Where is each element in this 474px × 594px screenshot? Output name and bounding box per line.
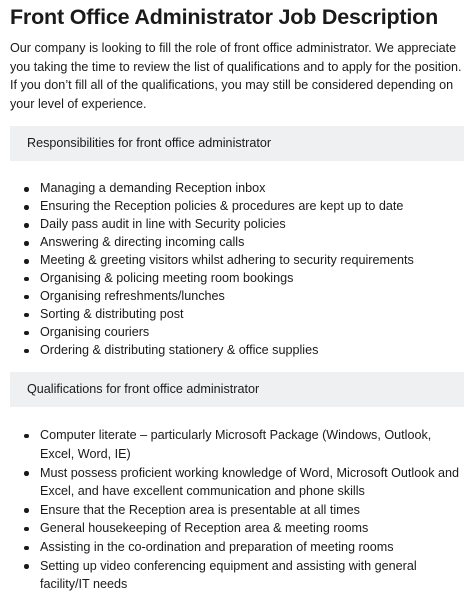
list-item xyxy=(10,501,464,520)
bullet-icon xyxy=(24,187,29,192)
list-item xyxy=(10,288,464,306)
bullet-icon xyxy=(24,223,29,228)
list-item-text: Organising refreshments/lunches xyxy=(40,288,225,303)
list-item-text: Daily pass audit in line with Security policies xyxy=(40,217,286,232)
list-item xyxy=(10,557,464,594)
responsibilities-heading: Responsibilities for front office administrator xyxy=(10,126,464,161)
bullet-icon xyxy=(24,205,29,210)
list-item xyxy=(10,234,464,252)
list-item xyxy=(10,216,464,234)
list-item xyxy=(10,324,464,342)
list-item xyxy=(10,519,464,538)
list-item xyxy=(10,342,464,360)
bullet-icon xyxy=(24,241,29,246)
page-title: Front Office Administrator Job Description xyxy=(10,5,439,29)
bullet-icon xyxy=(24,527,29,532)
bullet-icon xyxy=(24,295,29,300)
list-item-text: Ensure that the Reception area is presentable at all times xyxy=(40,502,360,517)
list-item-text: Assisting in the co-ordination and preparation of meeting rooms xyxy=(40,540,394,554)
list-item-text: General housekeeping of Reception area & meeting rooms xyxy=(40,521,369,536)
list-item-text: Meeting & greeting visitors whilst adhering to security requirements xyxy=(40,253,414,267)
list-item-text: Organising & policing meeting room bookings xyxy=(40,270,294,285)
responsibilities-list xyxy=(10,180,464,359)
list-item-text: Ordering & distributing stationery & office supplies xyxy=(40,342,319,357)
bullet-icon xyxy=(24,277,29,282)
list-item xyxy=(10,426,464,463)
bullet-icon xyxy=(24,349,29,354)
bullet-icon xyxy=(24,259,29,264)
list-item-text: Answering & directing incoming calls xyxy=(40,235,245,250)
list-item xyxy=(10,270,464,288)
list-item xyxy=(10,538,464,557)
qualifications-heading: Qualifications for front office administrator xyxy=(10,372,464,407)
list-item-text: Managing a demanding Reception inbox xyxy=(40,181,266,196)
list-item-text: Organising couriers xyxy=(40,324,150,339)
list-item-text: Ensuring the Reception policies & procedures are kept up to date xyxy=(40,199,404,214)
list-item xyxy=(10,180,464,198)
intro-paragraph: Our company is looking to fill the role of front office administrator. We appreciate you taking the time to review the list of qualifications and to apply for the position. If you don’t fill all of the qualifications, you may still be considered depending on your level of experience. xyxy=(10,41,462,111)
bullet-icon xyxy=(24,546,29,551)
bullet-icon xyxy=(24,434,29,439)
list-item-text: Computer literate – particularly Microsoft Package (Windows, Outlook, Excel, Word, IE) xyxy=(40,428,432,462)
bullet-icon xyxy=(24,313,29,318)
list-item-text: Must possess proficient working knowledge of Word, Microsoft Outlook and Excel, and have excellent communication and phone skills xyxy=(40,465,460,499)
qualifications-list xyxy=(10,426,464,593)
list-item xyxy=(10,198,464,216)
list-item xyxy=(10,252,464,270)
list-item xyxy=(10,464,464,501)
list-item-text: Setting up video conferencing equipment and assisting with general facility/IT needs xyxy=(40,558,417,592)
bullet-icon xyxy=(24,471,29,476)
bullet-icon xyxy=(24,331,29,336)
list-item xyxy=(10,306,464,324)
bullet-icon xyxy=(24,508,29,513)
list-item-text: Sorting & distributing post xyxy=(40,306,184,321)
